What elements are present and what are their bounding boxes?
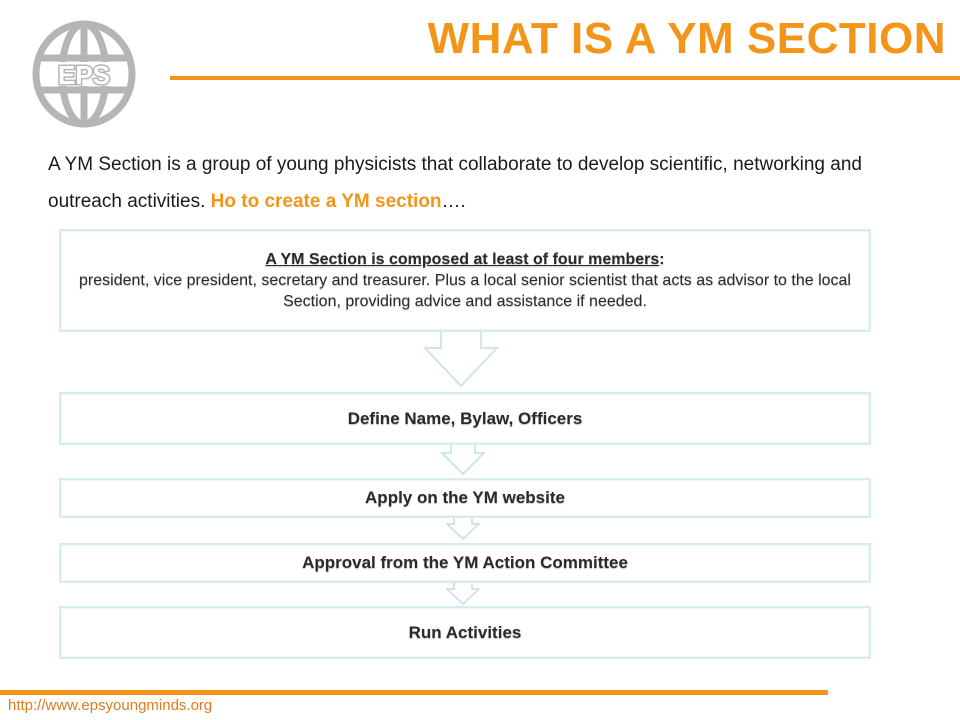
intro-highlight: Ho to create a YM section [210,191,442,212]
step-box-run: Run Activities [59,606,871,659]
step-heading-text: A YM Section is composed at least of four members [265,251,660,268]
page-title: WHAT IS A YM SECTION [427,14,946,63]
logo-text: EPS [57,60,111,90]
down-arrow-icon [446,516,480,540]
step-box-approval: Approval from the YM Action Committee [59,543,871,583]
intro-text: A YM Section is a group of young physicists that collaborate to develop scientific, networking and outreach activities. [48,154,862,212]
down-arrow-icon [423,330,499,388]
step-body: president, vice president, secretary and treasurer. Plus a local senior scientist that acts as advisor to the local Section, providing advice and assistance if needed. [79,272,851,310]
step-heading-suffix: : [659,251,665,268]
down-arrow-icon [446,581,480,605]
step-box-apply: Apply on the YM website [59,478,871,518]
footer-rule [0,690,828,695]
step-box-define: Define Name, Bylaw, Officers [59,392,871,445]
down-arrow-icon [441,443,485,475]
step-box-members [59,229,871,332]
intro-ellipsis: …. [441,191,466,212]
step-heading [265,249,664,270]
footer-url-link[interactable]: http://www.epsyoungminds.org [8,697,213,714]
